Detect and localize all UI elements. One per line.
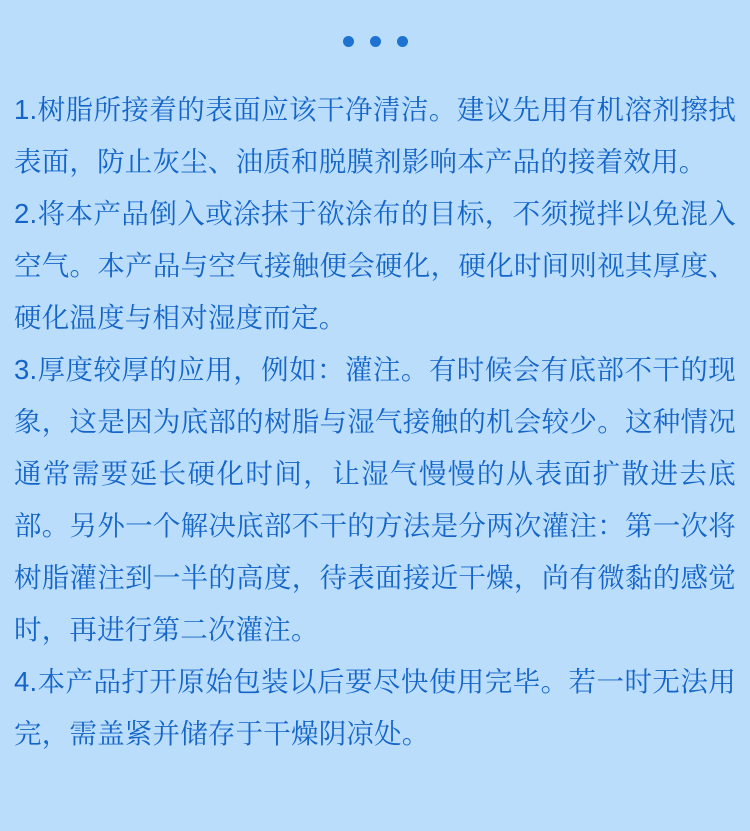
instruction-paragraph-2: 2.将本产品倒入或涂抹于欲涂布的目标，不须搅拌以免混入空气。本产品与空气接触便会硬化，硬化时间则视其厚度、硬化温度与相对湿度而定。 [14,198,736,333]
dot-icon [370,36,381,47]
dot-icon [397,36,408,47]
dot-divider-ornament [14,0,736,82]
instruction-paragraph-3: 3.厚度较厚的应用，例如：灌注。有时候会有底部不干的现象，这是因为底部的树脂与湿气接触的机会较少。这种情况通常需要延长硬化时间，让湿气慢慢的从表面扩散进去底部。另外一个解决底部不干的方法是分两次灌注：第一次将树脂灌注到一半的高度，待表面接近干燥，尚有微黏的感觉时，再进行第二次灌注。 [14,354,736,645]
instructions-body [14,84,736,760]
instruction-paragraph-1: 1.树脂所接着的表面应该干净清洁。建议先用有机溶剂擦拭表面，防止灰尘、油质和脱膜剂影响本产品的接着效用。 [14,94,736,177]
instruction-paragraph-4: 4.本产品打开原始包装以后要尽快使用完毕。若一时无法用完，需盖紧并储存于干燥阴凉处。 [14,666,736,749]
dot-icon [343,36,354,47]
